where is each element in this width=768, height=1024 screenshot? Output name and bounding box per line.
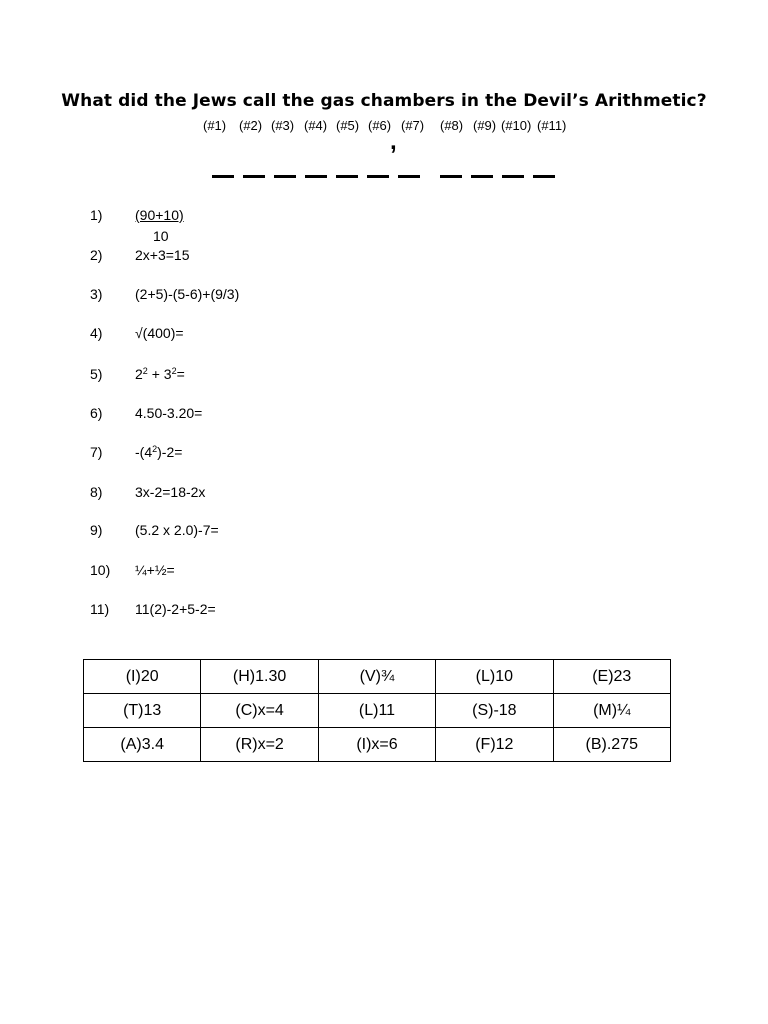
problem-number: 4) bbox=[90, 325, 103, 341]
problem-expression bbox=[135, 444, 182, 460]
position-label: (#5) bbox=[336, 118, 360, 133]
expr-post: )-2= bbox=[157, 444, 183, 460]
position-label: (#1) bbox=[203, 118, 227, 133]
position-label: (#8) bbox=[440, 118, 464, 133]
position-label: (#9) bbox=[473, 118, 497, 133]
problem-expression: (5.2 x 2.0)-7= bbox=[135, 522, 219, 538]
answer-cell: (H)1.30 bbox=[201, 660, 318, 694]
problem-number: 5) bbox=[90, 366, 103, 382]
answer-key-table bbox=[83, 659, 671, 762]
problem-denominator: 10 bbox=[153, 228, 169, 244]
expr-pre: -(4 bbox=[135, 444, 153, 460]
position-label: (#3) bbox=[271, 118, 295, 133]
problem-expression: 11(2)-2+5-2= bbox=[135, 601, 216, 617]
answer-cell: (T)13 bbox=[84, 694, 201, 728]
problem-number: 3) bbox=[90, 286, 103, 302]
problem-expression bbox=[135, 366, 185, 382]
answer-comma: , bbox=[390, 128, 397, 155]
position-label: (#10) bbox=[501, 118, 532, 133]
problem-number: 2) bbox=[90, 247, 103, 263]
answer-cell: (I)20 bbox=[84, 660, 201, 694]
problem-expression: 2x+3=15 bbox=[135, 247, 190, 263]
position-label: (#4) bbox=[304, 118, 328, 133]
expr-mid: + 3 bbox=[147, 366, 172, 382]
position-label: (#7) bbox=[401, 118, 425, 133]
position-label: (#2) bbox=[239, 118, 263, 133]
table-row bbox=[84, 660, 671, 694]
problem-number: 11) bbox=[90, 601, 110, 617]
problem-number: 7) bbox=[90, 444, 103, 460]
answer-cell: (V)¾ bbox=[318, 660, 435, 694]
problem-number: 9) bbox=[90, 522, 103, 538]
exponent: 2 bbox=[142, 366, 148, 376]
problem-expression: 4.50-3.20= bbox=[135, 405, 203, 421]
answer-cell: (B).275 bbox=[553, 728, 670, 762]
problem-number: 1) bbox=[90, 207, 103, 223]
problem-number: 6) bbox=[90, 405, 103, 421]
answer-cell: (L)11 bbox=[318, 694, 435, 728]
answer-cell: (C)x=4 bbox=[201, 694, 318, 728]
base: 2 bbox=[135, 366, 143, 382]
problem-expression: 3x-2=18-2x bbox=[135, 484, 206, 500]
answer-cell: (R)x=2 bbox=[201, 728, 318, 762]
problem-number: 8) bbox=[90, 484, 103, 500]
position-label: (#11) bbox=[537, 118, 567, 133]
problem-expression: ¼+½= bbox=[135, 562, 175, 578]
answer-cell: (S)-18 bbox=[436, 694, 553, 728]
expr-end: = bbox=[176, 366, 185, 382]
answer-cell: (I)x=6 bbox=[318, 728, 435, 762]
problem-expression: (2+5)-(5-6)+(9/3) bbox=[135, 286, 240, 302]
exponent: 2 bbox=[152, 444, 158, 454]
exponent: 2 bbox=[171, 366, 177, 376]
position-label: (#6) bbox=[368, 118, 392, 133]
answer-cell: (F)12 bbox=[436, 728, 553, 762]
answer-cell: (E)23 bbox=[553, 660, 670, 694]
problem-number: 10) bbox=[90, 562, 111, 578]
answer-cell: (A)3.4 bbox=[84, 728, 201, 762]
answer-cell: (M)¼ bbox=[553, 694, 670, 728]
worksheet-title: What did the Jews call the gas chambers in the Devil’s Arithmetic? bbox=[61, 91, 707, 111]
table-row bbox=[84, 728, 671, 762]
problem-expression: √(400)= bbox=[135, 325, 184, 341]
problem-numerator: (90+10) bbox=[135, 207, 184, 223]
answer-cell: (L)10 bbox=[436, 660, 553, 694]
table-row bbox=[84, 694, 671, 728]
